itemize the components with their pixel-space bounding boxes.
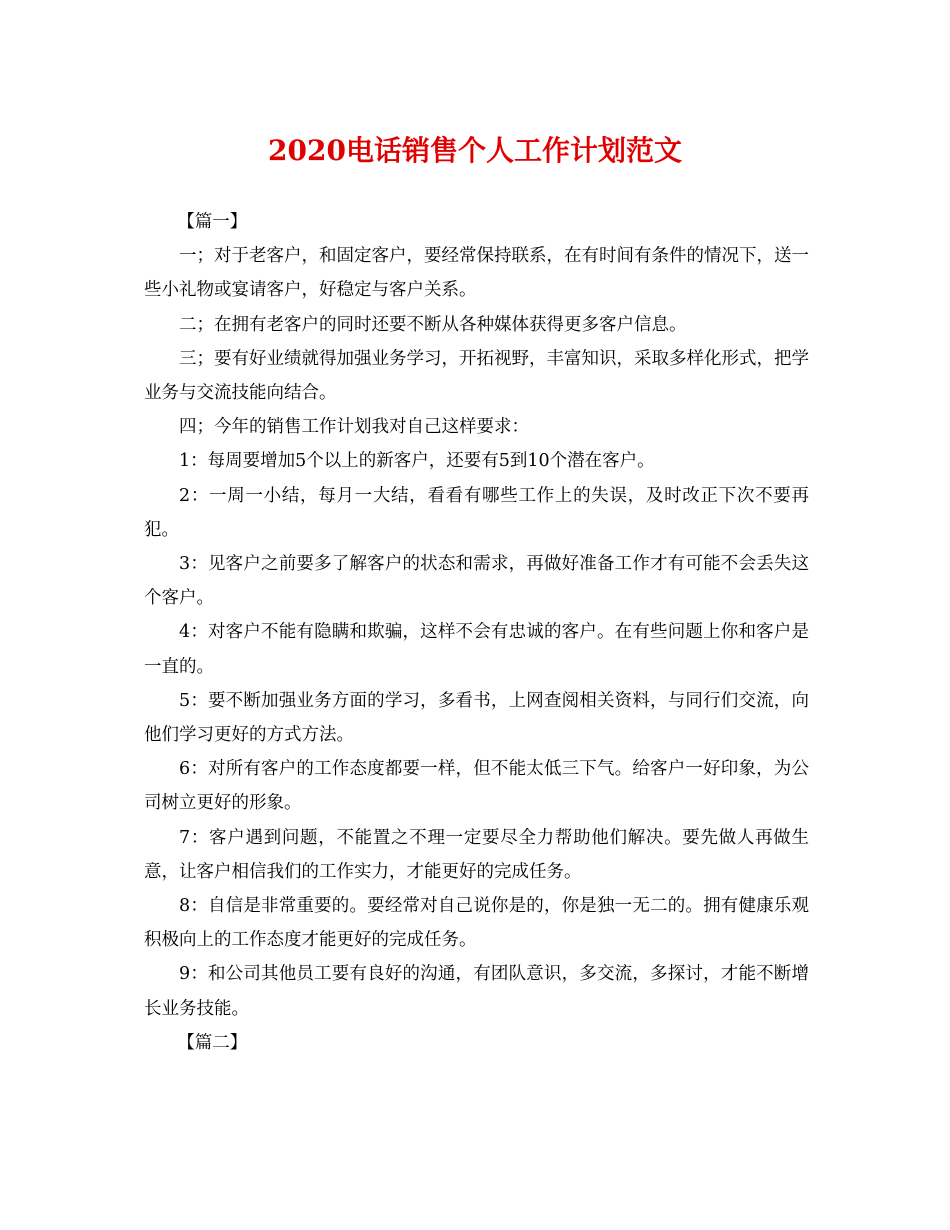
list-item: 2：一周一小结，每月一大结，看看有哪些工作上的失误，及时改正下次不要再犯。 xyxy=(144,485,809,540)
list-item: 1：每周要增加5个以上的新客户，还要有5到10个潜在客户。 xyxy=(179,451,655,472)
list-item: 9：和公司其他员工要有良好的沟通，有团队意识，多交流，多探讨，才能不断增长业务技能。 xyxy=(144,964,809,1019)
list-item: 3：见客户之前要多了解客户的状态和需求，再做好准备工作才有可能不会丢失这个客户。 xyxy=(144,554,809,609)
document-body xyxy=(144,205,809,1060)
paragraph: 一；对于老客户，和固定客户，要经常保持联系，在有时间有条件的情况下，送一些小礼物或宴请客户，好稳定与客户关系。 xyxy=(144,246,809,301)
paragraph: 四；今年的销售工作计划我对自己这样要求： xyxy=(179,417,529,438)
paragraph: 二；在拥有老客户的同时还要不断从各种媒体获得更多客户信息。 xyxy=(179,314,687,335)
section-heading-1: 【篇一】 xyxy=(177,212,248,232)
list-item: 8：自信是非常重要的。要经常对自己说你是的，你是独一无二的。拥有健康乐观积极向上的工作态度才能更好的完成任务。 xyxy=(144,896,809,951)
paragraph: 三；要有好业绩就得加强业务学习，开拓视野，丰富知识，采取多样化形式，把学业务与交流技能向结合。 xyxy=(144,348,809,404)
list-item: 6：对所有客户的工作态度都要一样，但不能太低三下气。给客户一好印象，为公司树立更好的形象。 xyxy=(144,759,809,814)
list-item: 4：对客户不能有隐瞒和欺骗，这样不会有忠诚的客户。在有些问题上你和客户是一直的。 xyxy=(144,622,809,677)
section-heading-2: 【篇二】 xyxy=(177,1032,248,1053)
list-item: 7：客户遇到问题，不能置之不理一定要尽全力帮助他们解决。要先做人再做生意，让客户相信我们的工作实力，才能更好的完成任务。 xyxy=(144,827,809,882)
document-title: 2020电话销售个人工作计划范文 xyxy=(268,134,682,167)
list-item: 5：要不断加强业务方面的学习，多看书，上网查阅相关资料，与同行们交流，向他们学习更好的方式方法。 xyxy=(144,690,809,746)
